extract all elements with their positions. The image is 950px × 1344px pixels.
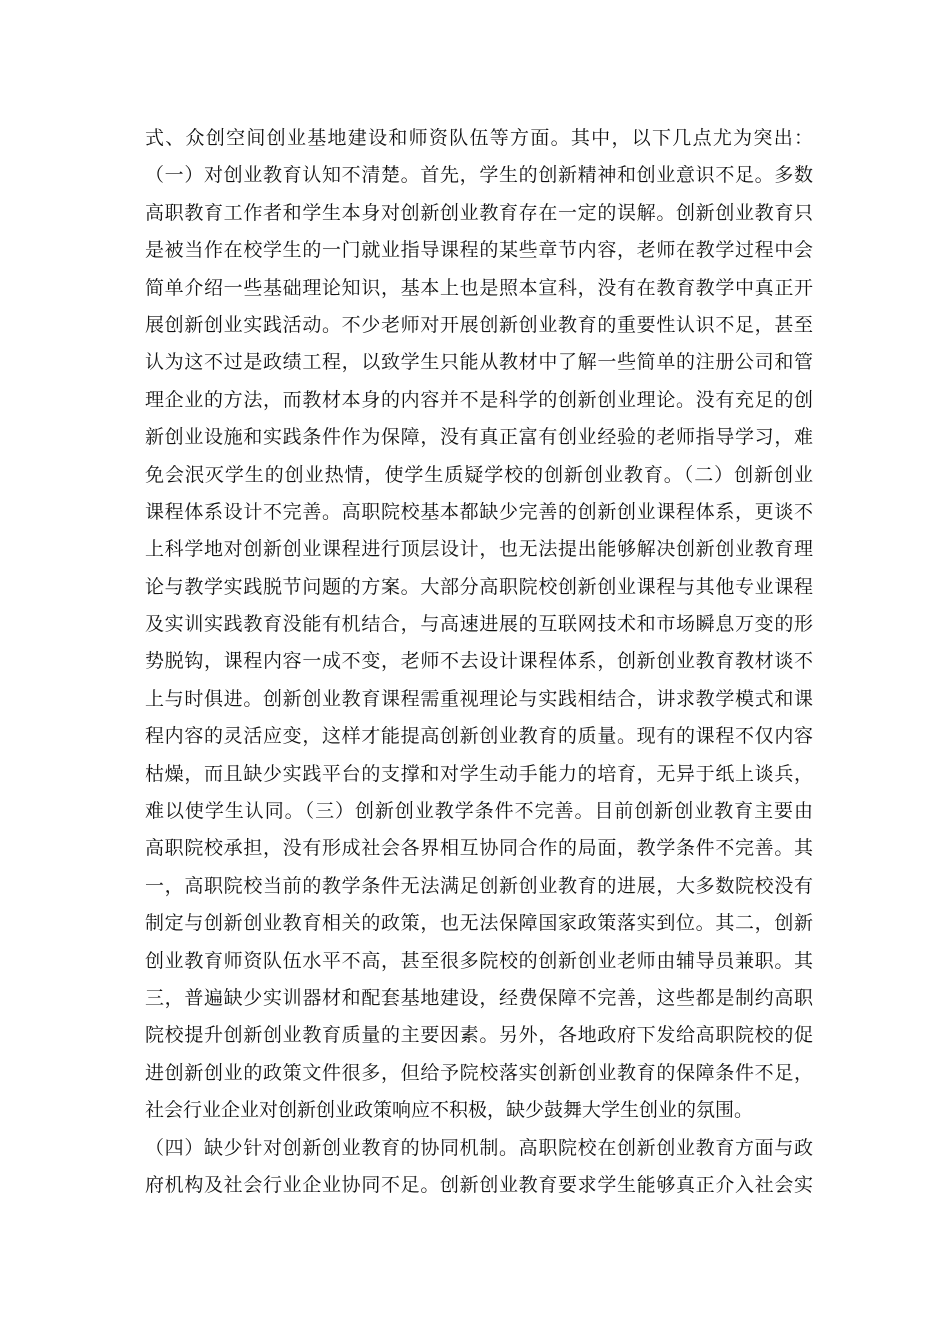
text-line: 府机构及社会行业企业协同不足。创新创业教育要求学生能够真正介入社会实: [145, 1173, 813, 1196]
text-line: 高职教育工作者和学生本身对创新创业教育存在一定的误解。创新创业教育只: [145, 201, 813, 224]
text-line: 进创新创业的政策文件很多，但给予院校落实创新创业教育的保障条件不足，: [145, 1061, 813, 1084]
text-line: 难以使学生认同。（三）创新创业教学条件不完善。目前创新创业教育主要由: [145, 800, 813, 823]
text-line: （一）对创业教育认知不清楚。首先，学生的创新精神和创业意识不足。多数: [145, 164, 813, 187]
text-line: 式、众创空间创业基地建设和师资队伍等方面。其中，以下几点尤为突出：: [145, 127, 813, 149]
text-line: 是被当作在校学生的一门就业指导课程的某些章节内容，老师在教学过程中会: [145, 239, 813, 262]
text-line: （四）缺少针对创新创业教育的协同机制。高职院校在创新创业教育方面与政: [145, 1136, 813, 1159]
text-line: 新创业设施和实践条件作为保障，没有真正富有创业经验的老师指导学习，难: [145, 426, 813, 449]
text-line: 高职院校承担，没有形成社会各界相互协同合作的局面，教学条件不完善。其: [145, 837, 813, 860]
text-line: 展创新创业实践活动。不少老师对开展创新创业教育的重要性认识不足，甚至: [145, 313, 813, 336]
text-line: 简单介绍一些基础理论知识，基本上也是照本宣科，没有在教育教学中真正开: [145, 276, 813, 299]
text-line: 一，高职院校当前的教学条件无法满足创新创业教育的进展，大多数院校没有: [145, 874, 813, 897]
text-line: 认为这不过是政绩工程，以致学生只能从教材中了解一些简单的注册公司和管: [145, 351, 813, 374]
text-line: 课程体系设计不完善。高职院校基本都缺少完善的创新创业课程体系，更谈不: [145, 500, 813, 523]
text-line: 上与时俱进。创新创业教育课程需重视理论与实践相结合，讲求教学模式和课: [145, 687, 813, 710]
text-line: 制定与创新创业教育相关的政策，也无法保障国家政策落实到位。其二，创新: [145, 912, 813, 935]
text-line: 三，普遍缺少实训器材和配套基地建设，经费保障不完善，这些都是制约高职: [145, 986, 813, 1009]
body-text: [145, 120, 813, 1204]
text-line: 免会泯灭学生的创业热情，使学生质疑学校的创新创业教育。（二）创新创业: [145, 463, 813, 486]
text-line: 势脱钩，课程内容一成不变，老师不去设计课程体系，创新创业教育教材谈不: [145, 650, 813, 673]
text-line: 论与教学实践脱节问题的方案。大部分高职院校创新创业课程与其他专业课程: [145, 575, 813, 598]
text-line: 创业教育师资队伍水平不高，甚至很多院校的创新创业老师由辅导员兼职。其: [145, 949, 813, 972]
text-line: 上科学地对创新创业课程进行顶层设计，也无法提出能够解决创新创业教育理: [145, 538, 813, 561]
text-line: 院校提升创新创业教育质量的主要因素。另外，各地政府下发给高职院校的促: [145, 1024, 813, 1047]
text-line: 及实训实践教育没能有机结合，与高速进展的互联网技术和市场瞬息万变的形: [145, 613, 813, 636]
text-line: 社会行业企业对创新创业政策响应不积极，缺少鼓舞大学生创业的氛围。: [145, 1099, 754, 1122]
text-line: 理企业的方法，而教材本身的内容并不是科学的创新创业理论。没有充足的创: [145, 388, 813, 411]
text-line: 枯燥，而且缺少实践平台的支撑和对学生动手能力的培育，无异于纸上谈兵，: [145, 762, 813, 785]
text-line: 程内容的灵活应变，这样才能提高创新创业教育的质量。现有的课程不仅内容: [145, 725, 813, 748]
